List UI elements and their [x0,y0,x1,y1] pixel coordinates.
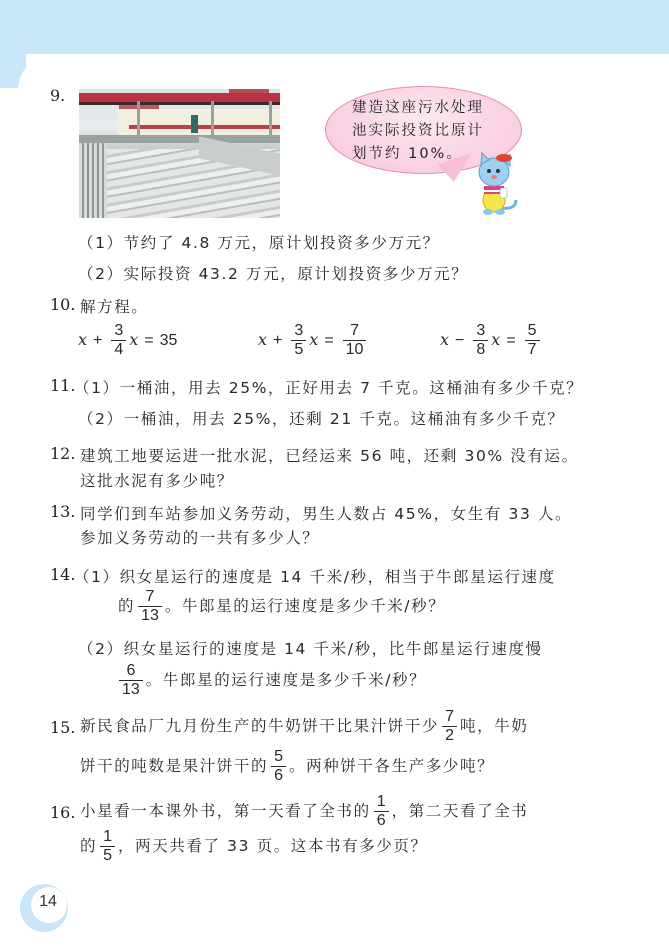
fraction-denominator: 6 [376,812,386,829]
equation-rhs: 35 [159,332,178,349]
fraction-denominator: 13 [122,681,140,698]
question-14-part-2-line-2 [116,662,426,699]
fraction-numerator: 6 [119,662,143,681]
fraction-denominator: 7 [527,341,537,358]
question-10-number: 10. [50,295,76,314]
question-11-number: 11. [50,376,76,395]
question-12-line-1: 建筑工地要运进一批水泥，已经运来 56 吨，还剩 30% 没有运。 [80,447,579,465]
equation-variable: x [258,330,268,349]
fraction-numerator: 3 [291,322,306,341]
question-14-part-2-line-1: （2）织女星运行的速度是 14 千米/秒，比牛郎星运行速度慢 [78,640,543,658]
text-segment: 。牛郎星的运行速度是多少千米/秒？ [145,671,427,689]
question-10-title: 解方程。 [80,298,149,316]
question-15-line-1 [80,708,528,745]
equation-rhs-fraction [525,322,540,359]
fraction-numerator: 7 [343,322,367,341]
question-9-number: 9. [50,86,66,105]
equation-1 [78,322,177,359]
question-16-number: 16. [50,803,76,822]
fraction [119,662,143,699]
fraction-denominator: 8 [476,341,486,358]
bubble-line: 建造这座污水处理 [352,100,484,116]
photo-building-stripe [129,125,280,129]
equation-fraction [291,322,306,359]
fraction-numerator: 3 [473,322,488,341]
question-12-line-2: 这批水泥有多少吨？ [80,472,234,490]
text-segment: 新民食品厂九月份生产的牛奶饼干比果汁饼干少 [80,717,440,735]
question-16-line-2 [80,828,428,865]
question-12-number: 12. [50,444,76,463]
fraction [374,793,389,830]
equation-equals: = [506,332,516,349]
equation-operator: + [273,332,283,349]
fraction-denominator: 10 [345,341,364,358]
bubble-line: 池实际投资比原计 [352,123,484,139]
question-14-part-1-line-1: （1）织女星运行的速度是 14 千米/秒，相当于牛郎星运行速度 [74,568,556,586]
equation-equals: = [324,332,334,349]
photo-post [211,101,214,137]
cat-mascot-icon [470,150,522,216]
text-segment: 小星看一本课外书，第一天看了全书的 [80,802,371,820]
equation-variable: x [440,330,450,349]
fraction-denominator: 4 [114,341,124,358]
fraction-numerator: 5 [271,748,286,767]
fraction-denominator: 5 [294,341,304,358]
text-segment: ，两天共看了 33 页。这本书有多少页？ [118,837,428,855]
fraction-denominator: 13 [141,607,159,624]
question-13-number: 13. [50,502,76,521]
photo-equipment [191,115,198,133]
photo-canopy [79,93,280,102]
photo-building [117,109,280,135]
text-segment: 饼干的吨数是果汁饼干的 [80,757,269,775]
question-15-line-2 [80,748,494,785]
equation-variable: x [78,330,88,349]
fraction-numerator: 1 [100,828,115,847]
photo-walkway [79,135,280,143]
fraction-denominator: 5 [103,847,113,864]
question-13-line-2: 参加义务劳动的一共有多少人？ [80,529,320,547]
equation-variable: x [309,330,319,349]
equation-2 [258,322,369,359]
question-13-line-1: 同学们到车站参加义务劳动，男生人数占 45%，女生有 33 人。 [80,505,573,523]
photo-post [269,101,272,137]
page-number: 14 [39,893,57,910]
header-band [0,0,669,54]
equation-3 [440,322,543,359]
text-segment: 的 [80,837,98,855]
text-segment: 吨，牛奶 [460,717,529,735]
fraction-denominator: 6 [274,767,284,784]
text-segment: ，第二天看了全书 [391,802,529,820]
fraction-numerator: 7 [442,708,457,727]
question-15-number: 15. [50,718,76,737]
question-11-part-1: （1）一桶油，用去 25%，正好用去 7 千克。这桶油有多少千克？ [74,379,584,397]
bubble-line: 划节约 10%。 [352,146,463,162]
fraction [271,748,286,785]
question-11-part-2: （2）一桶油，用去 25%，还剩 21 千克。这桶油有多少千克？ [78,410,565,428]
fraction-denominator: 2 [445,727,455,744]
fraction [138,588,162,625]
photo-post [137,101,140,137]
question-9-part-1: （1）节约了 4.8 万元，原计划投资多少万元？ [78,234,440,252]
text-segment: 的 [118,597,136,615]
photo-railing [79,143,107,218]
equation-variable: x [491,330,501,349]
text-segment: 。牛郎星的运行速度是多少千米/秒？ [164,597,446,615]
equation-operator: − [455,332,465,349]
equation-equals: = [144,332,154,349]
equation-variable: x [129,330,139,349]
fraction-numerator: 3 [111,322,126,341]
fraction-numerator: 1 [374,793,389,812]
photo-canopy-edge [79,102,280,105]
equation-fraction [111,322,126,359]
equation-operator: + [93,332,103,349]
equation-fraction [473,322,488,359]
question-14-number: 14. [50,565,76,584]
sewage-treatment-photo [79,89,280,218]
question-14-part-1-line-2 [118,588,445,625]
fraction-numerator: 7 [138,588,162,607]
question-16-line-1 [80,793,528,830]
fraction [442,708,457,745]
question-9-part-2: （2）实际投资 43.2 万元，原计划投资多少万元？ [78,265,469,283]
text-segment: 。两种饼干各生产多少吨？ [289,757,495,775]
fraction [100,828,115,865]
fraction-numerator: 5 [525,322,540,341]
equation-rhs-fraction [343,322,367,359]
